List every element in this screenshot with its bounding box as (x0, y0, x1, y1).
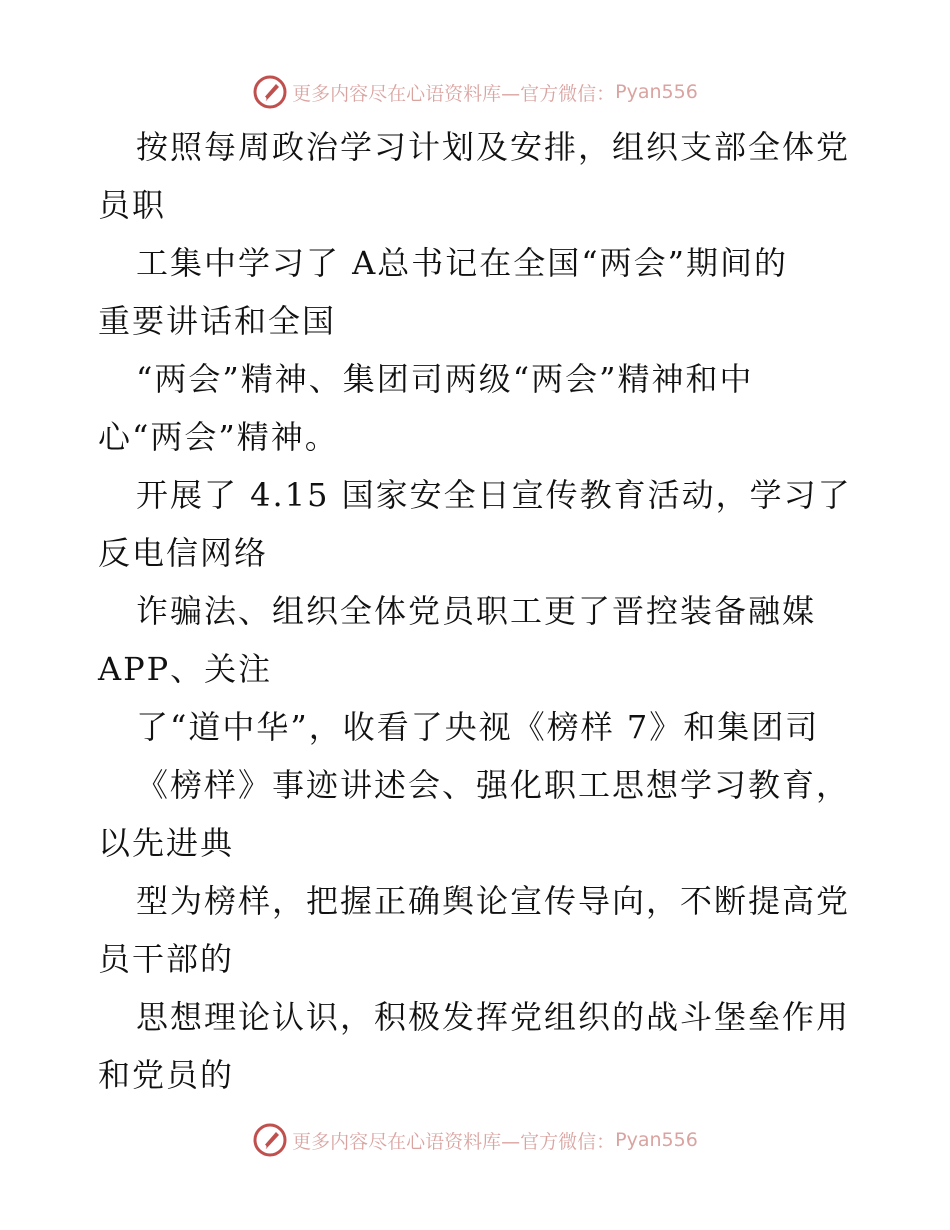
document-body (98, 118, 858, 1104)
text-line: 诈骗法、组织全体党员职工更了晋控装备融媒 (136, 592, 817, 630)
text-line: 型为榜样，把握正确舆论宣传导向，不断提高党 (136, 882, 851, 920)
text-line: 以先进典 (98, 824, 235, 862)
text-line: 员干部的 (98, 940, 235, 978)
text-line: 了“道中华”，收看了央视《榜样 7》和集团司 (136, 708, 820, 746)
text-line: 心“两会”精神。 (98, 418, 339, 456)
watermark-wechat-id: Pyan556 (615, 81, 698, 103)
text-line: 《榜样》事迹讲述会、强化职工思想学习教育， (136, 766, 851, 804)
paragraph-8 (98, 872, 858, 988)
text-line: 重要讲话和全国 (98, 302, 337, 340)
watermark-wechat-id: Pyan556 (615, 1129, 698, 1151)
logo-icon (252, 1122, 288, 1158)
paragraph-5 (98, 582, 858, 698)
text-line: “两会”精神、集团司两级“两会”精神和中 (136, 360, 754, 398)
paragraph-1 (98, 118, 858, 234)
text-line: 开展了 4.15 国家安全日宣传教育活动，学习了 (136, 476, 852, 514)
text-line: 按照每周政治学习计划及安排，组织支部全体党 (136, 128, 851, 166)
watermark-text: 更多内容尽在心语资料库—官方微信： (292, 82, 616, 105)
paragraph-9 (98, 988, 858, 1104)
header-watermark (0, 72, 950, 112)
paragraph-6 (98, 698, 858, 756)
text-line: 反电信网络 (98, 534, 269, 572)
text-line: 思想理论认识，积极发挥党组织的战斗堡垒作用 (136, 998, 851, 1036)
paragraph-3 (98, 350, 858, 466)
footer-watermark (0, 1120, 950, 1160)
paragraph-2 (98, 234, 858, 350)
text-line: 工集中学习了 A总书记在全国“两会”期间的 (136, 244, 789, 282)
paragraph-7 (98, 756, 858, 872)
watermark-text: 更多内容尽在心语资料库—官方微信： (292, 1130, 616, 1153)
text-line: 和党员的 (98, 1056, 235, 1094)
text-line: APP、关注 (98, 650, 273, 688)
text-line: 员职 (98, 186, 167, 224)
paragraph-4 (98, 466, 858, 582)
logo-icon (252, 74, 288, 110)
